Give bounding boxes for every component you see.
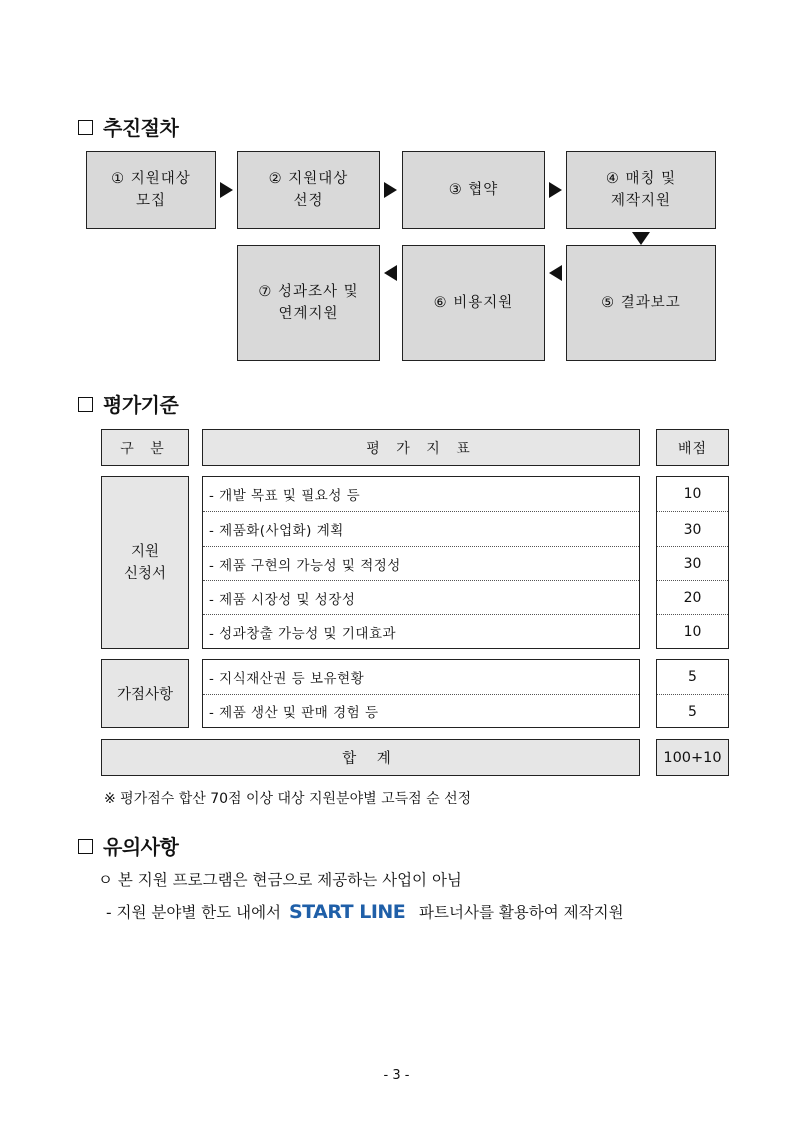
process-step-6: ⑥ 비용지원 <box>402 245 545 361</box>
group-bonus-indicators <box>202 659 640 728</box>
score-cell: 30 <box>657 546 728 581</box>
group-label-application: 지원 신청서 <box>101 476 189 649</box>
group-application-indicators <box>202 476 640 649</box>
table-row: - 제품화(사업화) 계획 <box>203 511 639 546</box>
score-cell: 5 <box>657 694 728 728</box>
checkbox-square-icon <box>78 397 93 412</box>
table-row: - 개발 목표 및 필요성 등 <box>209 488 361 504</box>
process-step-1: ① 지원대상 모집 <box>86 151 216 229</box>
process-step-5: ⑤ 결과보고 <box>566 245 716 361</box>
arrow-right-icon <box>549 182 562 198</box>
process-section-title: 추진절차 <box>78 112 178 141</box>
svg-text:START LINE: START LINE <box>289 901 406 922</box>
table-header-score: 배점 <box>656 429 729 466</box>
table-row: - 제품 생산 및 판매 경험 등 <box>203 694 639 727</box>
notes-section-title: 유의사항 <box>78 831 178 860</box>
process-step-7: ⑦ 성과조사 및 연계지원 <box>237 245 380 361</box>
checkbox-square-icon <box>78 120 93 135</box>
group-application-scores <box>656 476 729 649</box>
criteria-note: ※ 평가점수 합산 70점 이상 대상 지원분야별 고득점 순 선정 <box>104 791 472 807</box>
table-row: - 제품 시장성 및 성장성 <box>203 580 639 614</box>
score-cell: 20 <box>657 580 728 615</box>
score-cell: 10 <box>683 486 702 502</box>
arrow-right-icon <box>384 182 397 198</box>
total-label: 합 계 <box>101 739 640 776</box>
arrow-left-icon <box>549 265 562 281</box>
arrow-left-icon <box>384 265 397 281</box>
start-line-logo <box>289 900 411 926</box>
table-header-indicator: 평 가 지 표 <box>202 429 640 466</box>
table-row: - 제품 구현의 가능성 및 적정성 <box>203 546 639 580</box>
group-bonus-scores <box>656 659 729 728</box>
notes-line-2: - 지원 분야별 한도 내에서 START LINE 파트너사를 활용하여 제작지원 <box>106 900 624 926</box>
table-row: - 성과창출 가능성 및 기대효과 <box>203 614 639 648</box>
checkbox-square-icon <box>78 839 93 854</box>
process-step-3: ③ 협약 <box>402 151 545 229</box>
score-cell: 5 <box>688 669 697 685</box>
arrow-down-icon <box>632 232 650 245</box>
process-step-4: ④ 매칭 및 제작지원 <box>566 151 716 229</box>
table-header-category: 구 분 <box>101 429 189 466</box>
score-cell: 30 <box>657 511 728 547</box>
total-score: 100+10 <box>656 739 729 776</box>
notes-line-1: ㅇ 본 지원 프로그램은 현금으로 제공하는 사업이 아님 <box>98 871 462 889</box>
group-label-bonus: 가점사항 <box>101 659 189 728</box>
process-step-2: ② 지원대상 선정 <box>237 151 380 229</box>
score-cell: 10 <box>657 614 728 649</box>
table-row: - 지식재산권 등 보유현황 <box>209 671 365 687</box>
criteria-section-title: 평가기준 <box>78 389 178 418</box>
page-number: - 3 - <box>383 1068 410 1083</box>
arrow-right-icon <box>220 182 233 198</box>
